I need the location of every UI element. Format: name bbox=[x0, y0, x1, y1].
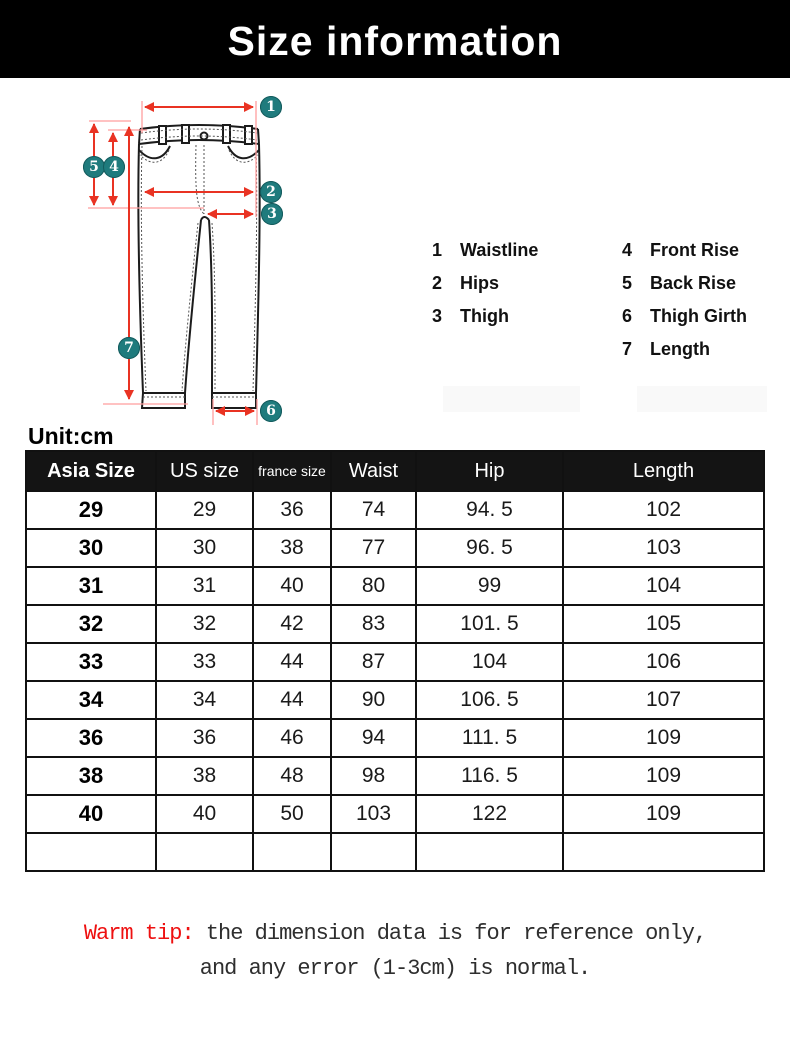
warm-tip-text1: the dimension data is for reference only, bbox=[205, 921, 707, 946]
table-cell: 44 bbox=[253, 681, 331, 719]
marker-1-waistline: 1 bbox=[260, 96, 282, 118]
legend-number: 3 bbox=[432, 306, 443, 326]
table-cell: 104 bbox=[563, 567, 764, 605]
col-header-us-size: US size bbox=[156, 451, 253, 491]
table-cell: 122 bbox=[416, 795, 563, 833]
legend-label: Waistline bbox=[460, 240, 539, 260]
table-row bbox=[26, 757, 764, 795]
table-cell: 36 bbox=[156, 719, 253, 757]
marker-5-back-rise: 5 bbox=[83, 156, 105, 178]
legend-item bbox=[432, 273, 612, 294]
table-cell: 30 bbox=[156, 529, 253, 567]
table-cell: 44 bbox=[253, 643, 331, 681]
legend-number: 7 bbox=[622, 339, 633, 359]
warm-tip-line1 bbox=[0, 916, 790, 951]
faint-watermark-box bbox=[443, 386, 580, 412]
legend-number: 2 bbox=[432, 273, 443, 293]
table-cell: 96. 5 bbox=[416, 529, 563, 567]
table-row bbox=[26, 491, 764, 529]
table-cell bbox=[416, 833, 563, 871]
table-cell: 109 bbox=[563, 719, 764, 757]
table-cell: 40 bbox=[253, 567, 331, 605]
table-cell: 32 bbox=[156, 605, 253, 643]
table-cell bbox=[253, 833, 331, 871]
table-row bbox=[26, 681, 764, 719]
legend-label: Back Rise bbox=[650, 273, 737, 293]
table-cell: 31 bbox=[156, 567, 253, 605]
table-cell: 111. 5 bbox=[416, 719, 563, 757]
table-row bbox=[26, 719, 764, 757]
table-cell: 98 bbox=[331, 757, 416, 795]
table-row bbox=[26, 605, 764, 643]
col-header-asia-size: Asia Size bbox=[26, 451, 156, 491]
table-cell: 30 bbox=[26, 529, 156, 567]
legend-number: 5 bbox=[622, 273, 633, 293]
warm-tip bbox=[0, 916, 790, 986]
table-cell: 104 bbox=[416, 643, 563, 681]
faint-watermark-box bbox=[637, 386, 767, 412]
table-cell: 33 bbox=[156, 643, 253, 681]
table-cell: 106 bbox=[563, 643, 764, 681]
table-cell: 94 bbox=[331, 719, 416, 757]
legend-label: Front Rise bbox=[650, 240, 740, 260]
table-cell: 106. 5 bbox=[416, 681, 563, 719]
col-header-length: Length bbox=[563, 451, 764, 491]
table-cell: 42 bbox=[253, 605, 331, 643]
legend-item bbox=[622, 240, 790, 261]
table-cell: 31 bbox=[26, 567, 156, 605]
legend-item bbox=[622, 306, 790, 327]
table-row-empty bbox=[26, 833, 764, 871]
table-cell: 46 bbox=[253, 719, 331, 757]
table-cell: 36 bbox=[253, 491, 331, 529]
table-cell bbox=[563, 833, 764, 871]
table-cell: 105 bbox=[563, 605, 764, 643]
warm-tip-line2: and any error (1-3cm) is normal. bbox=[199, 956, 591, 981]
legend-label: Length bbox=[650, 339, 710, 359]
table-cell: 33 bbox=[26, 643, 156, 681]
title-bar bbox=[0, 0, 790, 78]
table-cell: 94. 5 bbox=[416, 491, 563, 529]
pants-measurement-diagram bbox=[75, 88, 305, 428]
table-cell: 48 bbox=[253, 757, 331, 795]
table-cell: 38 bbox=[156, 757, 253, 795]
table-cell: 77 bbox=[331, 529, 416, 567]
table-cell: 50 bbox=[253, 795, 331, 833]
marker-3-thigh: 3 bbox=[261, 203, 283, 225]
table-cell: 38 bbox=[253, 529, 331, 567]
table-row bbox=[26, 795, 764, 833]
legend-column-left bbox=[432, 240, 612, 339]
table-cell: 103 bbox=[331, 795, 416, 833]
measure-arrows bbox=[94, 107, 254, 411]
table-cell: 74 bbox=[331, 491, 416, 529]
col-header-france-size: france size bbox=[253, 451, 331, 491]
table-cell bbox=[156, 833, 253, 871]
jeans-stitching bbox=[139, 129, 259, 397]
table-cell: 116. 5 bbox=[416, 757, 563, 795]
size-table-header bbox=[26, 451, 764, 491]
legend-number: 4 bbox=[622, 240, 633, 260]
legend-number: 6 bbox=[622, 306, 633, 326]
col-header-hip: Hip bbox=[416, 451, 563, 491]
page-title: Size information bbox=[227, 18, 563, 64]
warm-tip-label: Warm tip: bbox=[83, 921, 194, 946]
size-table-body bbox=[26, 491, 764, 871]
legend-item bbox=[432, 306, 612, 327]
table-cell: 80 bbox=[331, 567, 416, 605]
marker-6-thigh-girth: 6 bbox=[260, 400, 282, 422]
table-cell: 90 bbox=[331, 681, 416, 719]
table-cell: 109 bbox=[563, 757, 764, 795]
table-cell: 109 bbox=[563, 795, 764, 833]
table-cell: 103 bbox=[563, 529, 764, 567]
table-cell: 107 bbox=[563, 681, 764, 719]
unit-label: Unit:cm bbox=[28, 423, 114, 449]
legend-label: Thigh bbox=[460, 306, 509, 326]
table-cell: 38 bbox=[26, 757, 156, 795]
table-row bbox=[26, 643, 764, 681]
table-cell bbox=[26, 833, 156, 871]
legend-label: Hips bbox=[460, 273, 500, 293]
marker-4-front-rise: 4 bbox=[103, 156, 125, 178]
legend-item bbox=[622, 339, 790, 360]
table-cell: 34 bbox=[156, 681, 253, 719]
table-cell: 34 bbox=[26, 681, 156, 719]
table-cell: 29 bbox=[26, 491, 156, 529]
marker-7-length: 7 bbox=[118, 337, 140, 359]
table-cell: 40 bbox=[26, 795, 156, 833]
table-cell: 32 bbox=[26, 605, 156, 643]
legend-item bbox=[622, 273, 790, 294]
table-cell: 36 bbox=[26, 719, 156, 757]
table-cell: 83 bbox=[331, 605, 416, 643]
table-row bbox=[26, 567, 764, 605]
table-cell: 99 bbox=[416, 567, 563, 605]
legend-column-right bbox=[622, 240, 790, 372]
legend-label: Thigh Girth bbox=[650, 306, 747, 326]
marker-2-hips: 2 bbox=[260, 181, 282, 203]
col-header-waist: Waist bbox=[331, 451, 416, 491]
size-table bbox=[25, 450, 765, 872]
table-cell bbox=[331, 833, 416, 871]
table-cell: 87 bbox=[331, 643, 416, 681]
table-row bbox=[26, 529, 764, 567]
table-cell: 101. 5 bbox=[416, 605, 563, 643]
legend-number: 1 bbox=[432, 240, 443, 260]
table-cell: 102 bbox=[563, 491, 764, 529]
jeans-outline bbox=[138, 125, 259, 408]
table-cell: 29 bbox=[156, 491, 253, 529]
table-cell: 40 bbox=[156, 795, 253, 833]
legend-item bbox=[432, 240, 612, 261]
